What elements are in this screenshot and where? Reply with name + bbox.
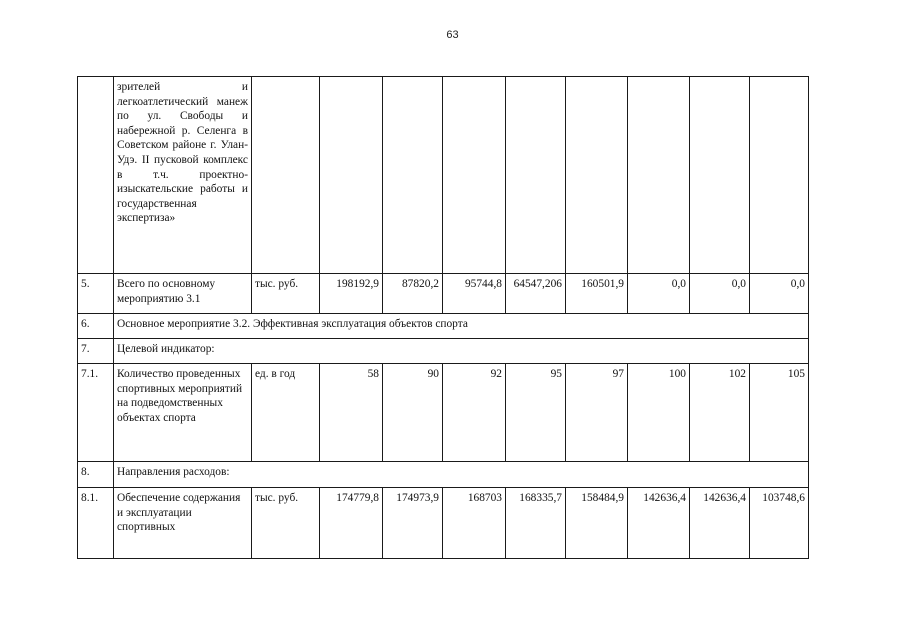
row-index: 5. [78, 274, 114, 314]
row-value: 105 [750, 364, 809, 462]
row-value [320, 77, 383, 274]
row-value: 158484,9 [566, 488, 628, 559]
row-value [443, 77, 506, 274]
table-row [78, 364, 809, 462]
row-value: 142636,4 [628, 488, 690, 559]
row-value: 198192,9 [320, 274, 383, 314]
row-value [690, 77, 750, 274]
row-index: 7. [78, 339, 114, 364]
row-value: 103748,6 [750, 488, 809, 559]
row-value: 160501,9 [566, 274, 628, 314]
row-index: 8.1. [78, 488, 114, 559]
table-row [78, 77, 809, 274]
row-value: 95744,8 [443, 274, 506, 314]
row-unit [252, 77, 320, 274]
row-value: 142636,4 [690, 488, 750, 559]
row-description: Всего по основному мероприятию 3.1 [114, 274, 252, 314]
row-value: 97 [566, 364, 628, 462]
page-number: 63 [446, 29, 459, 41]
row-value: 168703 [443, 488, 506, 559]
row-value: 92 [443, 364, 506, 462]
row-value: 87820,2 [383, 274, 443, 314]
row-value: 0,0 [750, 274, 809, 314]
row-value [566, 77, 628, 274]
row-value: 90 [383, 364, 443, 462]
row-value: 100 [628, 364, 690, 462]
row-index: 8. [78, 462, 114, 488]
budget-table [77, 76, 809, 559]
section-heading: Целевой индикатор: [114, 339, 809, 364]
table-row [78, 462, 809, 488]
row-description: Обеспечение содержания и эксплуатации спортивных [114, 488, 252, 559]
row-value [750, 77, 809, 274]
row-value [506, 77, 566, 274]
row-value: 174779,8 [320, 488, 383, 559]
row-value [628, 77, 690, 274]
row-value: 58 [320, 364, 383, 462]
table-row [78, 488, 809, 559]
row-value: 0,0 [690, 274, 750, 314]
section-heading: Направления расходов: [114, 462, 809, 488]
row-index: 6. [78, 314, 114, 339]
row-value: 174973,9 [383, 488, 443, 559]
table-row [78, 274, 809, 314]
section-heading: Основное мероприятие 3.2. Эффективная эксплуатация объектов спорта [114, 314, 809, 339]
table-row [78, 339, 809, 364]
row-index [78, 77, 114, 274]
row-unit: ед. в год [252, 364, 320, 462]
row-unit: тыс. руб. [252, 274, 320, 314]
row-index: 7.1. [78, 364, 114, 462]
row-value: 0,0 [628, 274, 690, 314]
row-description: Количество проведенных спортивных мероприятий на подведомственных объектах спорта [114, 364, 252, 462]
row-value: 168335,7 [506, 488, 566, 559]
row-unit: тыс. руб. [252, 488, 320, 559]
table-row [78, 314, 809, 339]
row-value: 64547,206 [506, 274, 566, 314]
row-description: зрителей и легкоатлетический манеж по ул. Свободы и набережной р. Селенга в Советском районе г. Улан-Удэ. II пусковой комплекс в т.ч. проектно-изыскательские работы и государственная экспертиза» [114, 77, 252, 274]
row-value [383, 77, 443, 274]
row-value: 102 [690, 364, 750, 462]
row-value: 95 [506, 364, 566, 462]
